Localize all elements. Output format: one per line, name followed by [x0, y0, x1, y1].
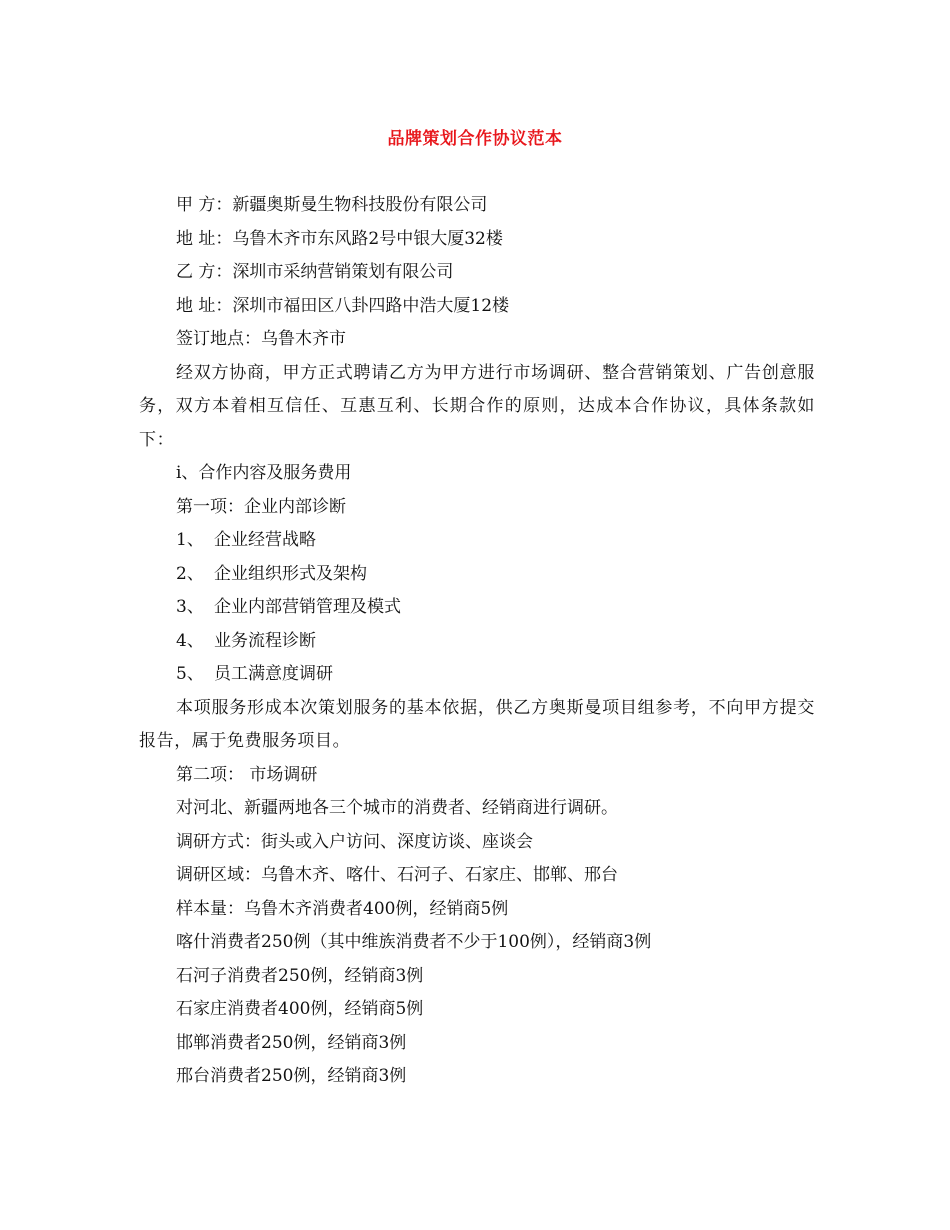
list-item: [139, 658, 815, 692]
sample-line: 邯郸消费者250例，经销商3例: [176, 1032, 407, 1053]
list-item-number: 4、: [176, 630, 204, 651]
party-a-address-line: 地 址：乌鲁木齐市东风路2号中银大厦32楼: [176, 228, 503, 249]
signing-place-line: 签订地点：乌鲁木齐市: [176, 329, 346, 349]
document-title: 品牌策划合作协议范本: [387, 129, 563, 149]
sample-line: 样本量：乌鲁木齐消费者400例，经销商5例: [176, 898, 509, 919]
list-item: [139, 625, 815, 659]
item-1-note-paragraph: 本项服务形成本次策划服务的基本依据，供乙方奥斯曼项目组参考，不向甲方提交报告，属于免费服务项目。: [139, 697, 815, 751]
list-item: [139, 524, 815, 558]
sample-line: 邢台消费者250例，经销商3例: [176, 1066, 407, 1086]
item-1-heading: 第一项：企业内部诊断: [176, 496, 346, 517]
party-b-address-line: 地 址：深圳市福田区八卦四路中浩大厦12楼: [176, 295, 510, 316]
sample-line: 石家庄消费者400例，经销商5例: [176, 999, 424, 1019]
item-2-scope-line: 对河北、新疆两地各三个城市的消费者、经销商进行调研。: [176, 798, 618, 818]
item-2-heading: 第二项： 市场调研: [176, 764, 318, 785]
list-item-text: 业务流程诊断: [214, 630, 316, 651]
list-item-number: 2、: [176, 563, 204, 584]
list-item-text: 企业内部营销管理及模式: [214, 597, 401, 617]
research-method-line: 调研方式：街头或入户访问、深度访谈、座谈会: [176, 831, 533, 852]
research-area-line: 调研区域：乌鲁木齐、喀什、石河子、石家庄、邯郸、邢台: [176, 865, 618, 885]
party-a-line: 甲 方：新疆奥斯曼生物科技股份有限公司: [176, 195, 488, 215]
list-item-number: 3、: [176, 597, 204, 617]
list-item-text: 员工满意度调研: [214, 664, 333, 684]
list-item-number: 5、: [176, 664, 204, 684]
list-item: [139, 558, 815, 592]
sample-line: 喀什消费者250例（其中维族消费者不少于100例），经销商3例: [176, 932, 652, 952]
list-item: [139, 591, 815, 625]
section-1-heading: ⅰ、合作内容及服务费用: [176, 463, 352, 483]
list-item-number: 1、: [176, 530, 204, 550]
list-item-text: 企业组织形式及架构: [214, 563, 367, 584]
party-b-line: 乙 方：深圳市采纳营销策划有限公司: [176, 262, 454, 282]
sample-line: 石河子消费者250例，经销商3例: [176, 965, 424, 986]
list-item-text: 企业经营战略: [214, 530, 316, 550]
intro-paragraph: 经双方协商，甲方正式聘请乙方为甲方进行市场调研、整合营销策划、广告创意服务，双方本着相互信任、互惠互利、长期合作的原则，达成本合作协议，具体条款如下：: [139, 362, 815, 450]
document-body: [139, 189, 815, 1094]
